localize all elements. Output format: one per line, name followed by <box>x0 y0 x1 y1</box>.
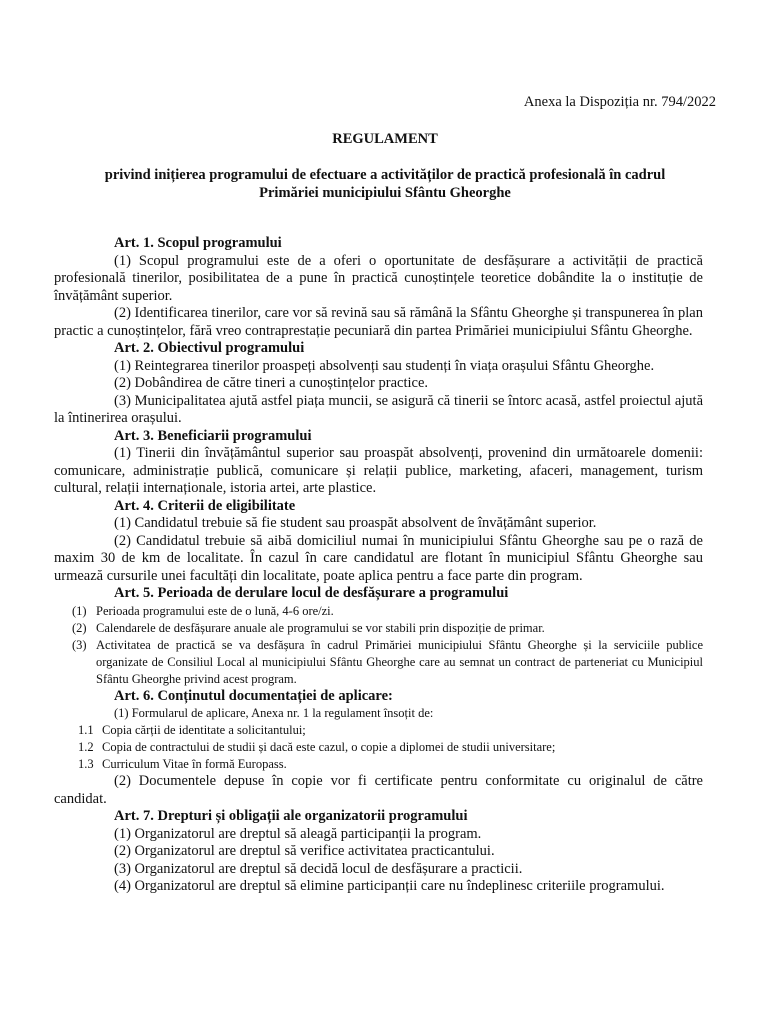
list-item-number: 1.2 <box>78 740 94 754</box>
art7-paragraph-1: (1) Organizatorul are dreptul să aleagă participanții la program. <box>114 825 482 842</box>
list-item <box>36 603 703 620</box>
art2-paragraph-1: (1) Reintegrarea tinerilor proaspeți absolvenți sau studenți în viața orașului Sfântu Gheorghe. <box>114 357 655 374</box>
list-item-text: Curriculum Vitae în formă Europass. <box>102 757 287 771</box>
annex-reference: Anexa la Dispoziția nr. 794/2022 <box>523 94 716 110</box>
art7-heading: Art. 7. Drepturi și obligații ale organizatorii programului <box>114 808 468 824</box>
list-item <box>78 722 703 739</box>
art1-paragraph-2: (2) Identificarea tinerilor, care vor să revină sau să rămână la Sfântu Gheorghe și transpunerea în plan practic a cunoștințelor, fără vreo contraprestație pecuniară din partea Primăriei municipiului Sfântu Gheorghe. <box>54 305 703 339</box>
document-body <box>54 235 703 896</box>
list-item <box>36 637 703 688</box>
list-item-number: (3) <box>72 637 87 652</box>
art7-paragraph-3: (3) Organizatorul are dreptul să decidă locul de desfășurare a practicii. <box>114 860 523 877</box>
list-item-number: 1.1 <box>78 723 94 737</box>
art1-paragraph-1: (1) Scopul programului este de a oferi o oportunitate de desfășurare a activității de practică profesională tinerilor, posibilitatea de a pune în practică cunoștințele teoretice dobândite la o instituție de învățământ superior. <box>54 252 703 304</box>
art6-paragraph-1: (1) Formularul de aplicare, Anexa nr. 1 la regulament însoțit de: <box>114 706 434 720</box>
art5-heading: Art. 5. Perioada de derulare locul de desfășurare a programului <box>114 585 509 601</box>
art3-heading: Art. 3. Beneficiarii programului <box>114 427 312 444</box>
list-item-number: (2) <box>72 620 87 635</box>
art1-heading: Art. 1. Scopul programului <box>114 235 282 251</box>
art6-heading: Art. 6. Conținutul documentației de aplicare: <box>114 687 393 704</box>
art7-paragraph-2: (2) Organizatorul are dreptul să verifice activitatea practicantului. <box>114 843 495 859</box>
art2-paragraph-3: (3) Municipalitatea ajută astfel piața muncii, se asigură că tinerii se întorc acasă, astfel proiectul ajută la întinerirea orașului. <box>54 392 703 426</box>
art3-paragraph-1: (1) Tinerii din învățământul superior sau proaspăt absolvenți, provenind din următoarele domenii: comunicare, administrație publică, comunicare și relații publice, marketing, afaceri, management, turism cultural, relații internaționale, istoria artei, arte plastice. <box>54 445 703 496</box>
list-item-number: (1) <box>72 603 87 618</box>
art4-paragraph-1: (1) Candidatul trebuie să fie student sau proaspăt absolvent de învățământ superior. <box>114 515 597 531</box>
document-subtitle: privind inițierea programului de efectuare a activităților de practică profesională în cadrul Primăriei municipiului Sfântu Gheorghe <box>104 167 666 201</box>
art6-paragraph-2: (2) Documentele depuse în copie vor fi certificate pentru conformitate cu originalul de către candidat. <box>54 773 703 807</box>
list-item-text: Copia cărții de identitate a solicitantului; <box>102 723 306 737</box>
list-item-text: Copia de contractului de studii și dacă este cazul, o copie a diplomei de studii universitare; <box>102 740 556 754</box>
list-item <box>78 739 703 756</box>
list-item-text: Activitatea de practică se va desfășura în cadrul Primăriei municipiului Sfântu Gheorghe și la serviciile publice organizate de Consiliul Local al municipiului Sfântu Gheorghe care au semnat un contract de parteneriat cu Municipiul Sfântu Gheorghe privind acest program. <box>96 637 703 686</box>
art2-paragraph-2: (2) Dobândirea de către tineri a cunoștințelor practice. <box>114 375 429 391</box>
art6-list <box>54 722 703 773</box>
art2-heading: Art. 2. Obiectivul programului <box>114 340 305 356</box>
list-item-text: Perioada programului este de o lună, 4-6 ore/zi. <box>96 603 334 618</box>
art5-list <box>54 603 703 688</box>
list-item-text: Calendarele de desfășurare anuale ale programului se vor stabili prin dispoziție de primar. <box>96 620 545 635</box>
list-item-number: 1.3 <box>78 757 94 771</box>
document-title: REGULAMENT <box>332 131 438 147</box>
list-item <box>78 756 703 773</box>
art4-heading: Art. 4. Criterii de eligibilitate <box>114 497 296 514</box>
list-item <box>36 620 703 637</box>
art4-paragraph-2: (2) Candidatul trebuie să aibă domiciliul numai în municipiului Sfântu Gheorghe sau pe o rază de maxim 30 de km de localitate. În cazul în care candidatul are flotant în municipiul Sfântu Gheorghe sau urmează cursurile unei facultăți din localitate, poate aplica pentru a face parte din program. <box>54 532 703 584</box>
art7-paragraph-4: (4) Organizatorul are dreptul să elimine participanții care nu îndeplinesc criteriile programului. <box>114 878 665 894</box>
